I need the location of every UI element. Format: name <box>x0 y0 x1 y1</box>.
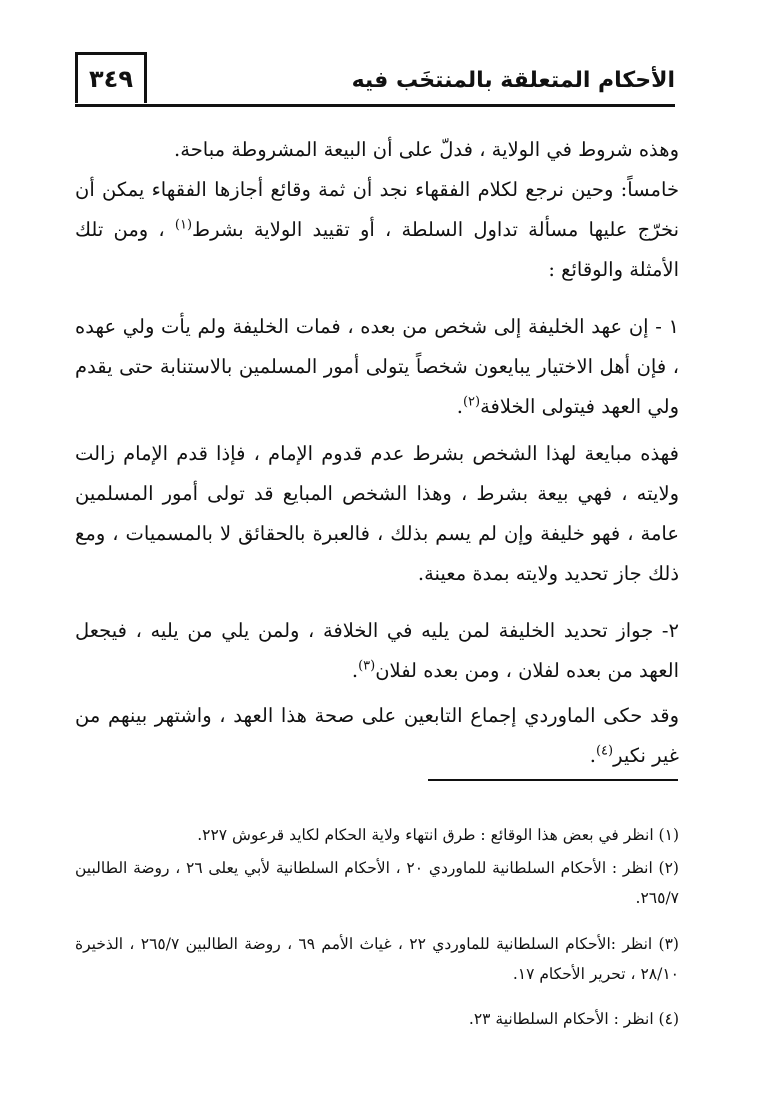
running-header <box>75 52 675 107</box>
footnote-3-text: (٣) انظر :الأحكام السلطانية للماوردي ٢٢ ، غياث الأمم ٦٩ ، روضة الطالبين ٢٦٥/٧ ، الذخيرة ٢٨/١٠ ، تحرير الأحكام ١٧. <box>75 935 679 983</box>
footnote-1 <box>75 820 679 850</box>
paragraph-3-end: . <box>456 395 463 418</box>
paragraph-3 <box>75 307 679 427</box>
paragraph-4 <box>75 434 679 594</box>
main-text-3 <box>75 434 679 594</box>
footnote-2-text: (٢) انظر : الأحكام السلطانية للماوردي ٢٠ ، الأحكام السلطانية لأبي يعلى ٢٦ ، روضة الطالبين ٢٦٥/٧. <box>75 859 679 907</box>
paragraph-3-text: ١ - إن عهد الخليفة إلى شخص من بعده ، فمات الخليفة ولم يأت ولي عهده ، فإن أهل الاختيار يبايعون شخصاً يتولى أمور المسلمين بالاستنابة حتى يقدم ولي العهد فيتولى الخلافة <box>75 315 679 418</box>
main-text-4 <box>75 611 679 691</box>
paragraph-2-end: ، ومن تلك الأمثلة والوقائع : <box>75 218 679 281</box>
paragraph-5 <box>75 611 679 691</box>
footnote-3 <box>75 929 679 989</box>
footnote-ref-4: (٤) <box>595 743 614 759</box>
paragraph-1 <box>75 130 679 170</box>
footnote-4 <box>75 1004 679 1034</box>
main-text-5 <box>75 696 679 776</box>
paragraph-6-text: وقد حكى الماوردي إجماع التابعين على صحة هذا العهد ، واشتهر بينهم من غير نكير <box>75 704 679 767</box>
paragraph-4-text: فهذه مبايعة لهذا الشخص بشرط عدم قدوم الإمام ، فإذا قدم الإمام زالت ولايته ، فهي بيعة بشرط ، وهذا الشخص المبايع قد تولى أمور المسلمين عامة ، فهو خليفة وإن لم يسم بذلك ، فالعبرة بالحقائق لا بالمسميات ، ومع ذلك جاز تحديد ولايته بمدة معينة. <box>75 442 679 585</box>
paragraph-6-end: . <box>589 744 596 767</box>
footnote-4-text: (٤) انظر : الأحكام السلطانية ٢٣. <box>468 1010 679 1028</box>
paragraph-2 <box>75 170 679 290</box>
footnote-1-text: (١) انظر في بعض هذا الوقائع : طرق انتهاء ولاية الحكام لكايد قرعوش ٢٢٧. <box>197 826 679 844</box>
footnote-ref-3: (٣) <box>358 658 376 674</box>
paragraph-5-text: ٢- جواز تحديد الخليفة لمن يليه في الخلافة ، ولمن يلي من يليه ، فيجعل العهد من بعده لفلان ، ومن بعده لفلان <box>75 619 679 682</box>
footnote-ref-1: (١) <box>174 217 193 233</box>
footnote-2 <box>75 853 679 913</box>
page-number: ٣٤٩ <box>75 52 147 103</box>
paragraph-5-end: . <box>351 659 359 682</box>
footnote-ref-2: (٢) <box>462 394 481 410</box>
main-text <box>75 130 679 290</box>
paragraph-1-text: وهذه شروط في الولاية ، فدلّ على أن البيعة المشروطة مباحة. <box>174 138 679 161</box>
footnote-separator <box>428 779 678 781</box>
running-title: الأحكام المتعلقة بالمنتخَب فيه <box>351 68 675 93</box>
main-text-2 <box>75 307 679 427</box>
paragraph-6 <box>75 696 679 776</box>
paragraph-2-text: خامساً: وحين نرجع لكلام الفقهاء نجد أن ثمة وقائع أجازها الفقهاء يمكن أن نخرّج عليها مسألة تداول السلطة ، أو تقييد الولاية بشرط <box>75 178 679 241</box>
